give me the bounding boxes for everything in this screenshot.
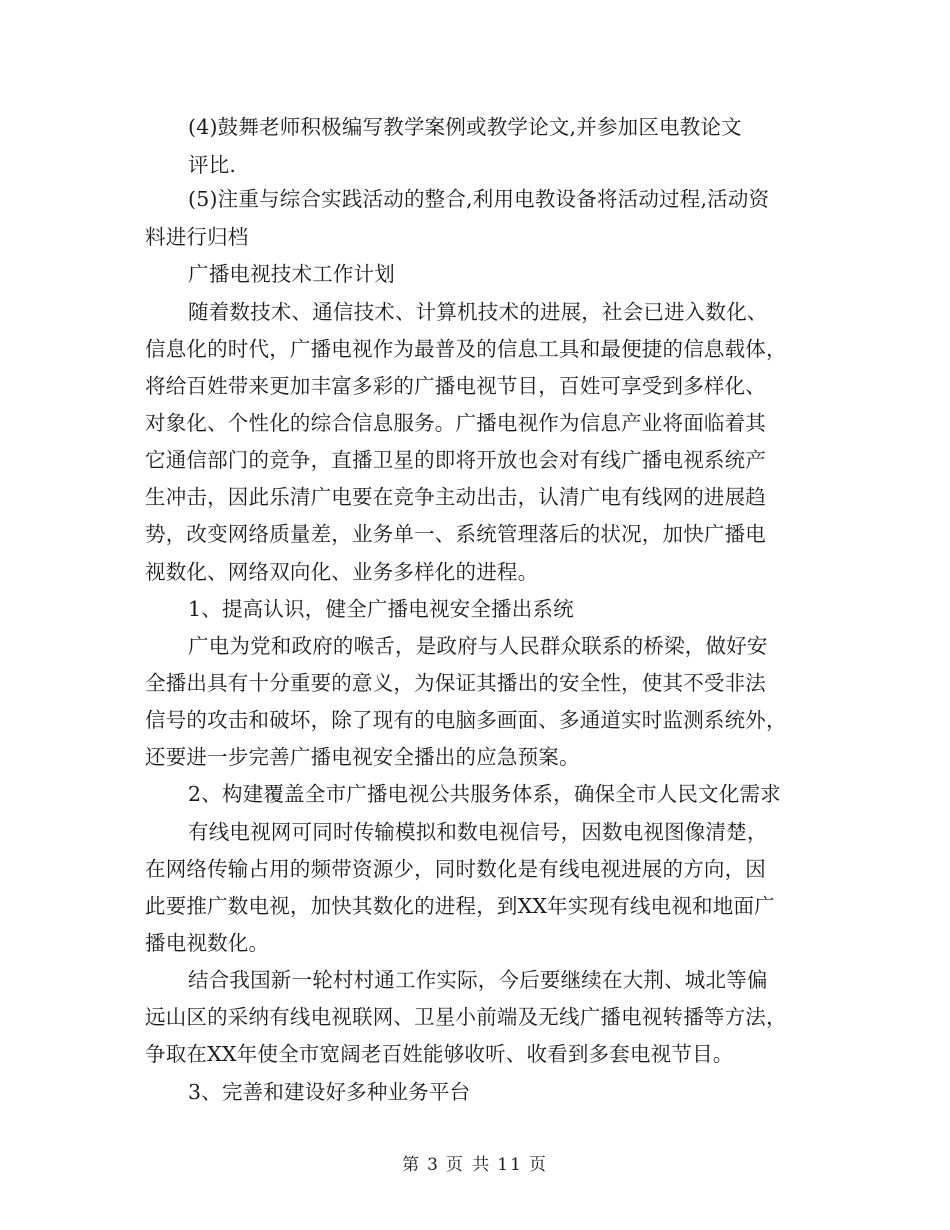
text-line-9: 对象化、个性化的综合信息服务。广播电视作为信息产业将面临着其 bbox=[145, 411, 766, 435]
text-line-13: 视数化、网络双向化、业务多样化的进程。 bbox=[145, 560, 539, 584]
text-line-10: 它通信部门的竞争，直播卫星的即将开放也会对有线广播电视系统产 bbox=[145, 448, 766, 472]
text-line-17: 信号的攻击和破坏，除了现有的电脑多画面、多通道实时监测系统外， bbox=[145, 708, 787, 732]
text-line-22: 此要推广数电视，加快其数化的进程，到XX年实现有线电视和地面广 bbox=[145, 894, 775, 918]
text-line-11: 生冲击，因此乐清广电要在竞争主动出击，认清广电有线网的进展趋 bbox=[145, 485, 766, 509]
footer-suffix: 页 bbox=[528, 1155, 548, 1175]
text-line-25: 远山区的采纳有线电视联网、卫星小前端及无线广播电视转播等方法， bbox=[145, 1005, 787, 1029]
text-line-21: 在网络传输占用的频带资源少，同时数化是有线电视进展的方向，因 bbox=[145, 857, 766, 881]
current-page-number: 3 bbox=[427, 1155, 440, 1175]
text-line-3: (5)注重与综合实践活动的整合,利用电教设备将活动过程,活动资 bbox=[188, 187, 770, 211]
text-line-4: 料进行归档 bbox=[145, 225, 249, 249]
text-line-18: 还要进一步完善广播电视安全播出的应急预案。 bbox=[145, 745, 580, 769]
heading-2: 2、构建覆盖全市广播电视公共服务体系，确保全市人民文化需求 bbox=[188, 782, 781, 806]
text-line-24: 结合我国新一轮村村通工作实际，今后要继续在大荆、城北等偏 bbox=[188, 968, 768, 992]
text-line-8: 将给百姓带来更加丰富多彩的广播电视节目，百姓可享受到多样化、 bbox=[145, 374, 766, 398]
heading-3: 3、完善和建设好多种业务平台 bbox=[188, 1080, 471, 1104]
heading-1: 1、提高认识，健全广播电视安全播出系统 bbox=[188, 597, 574, 621]
footer-mid: 页 共 bbox=[445, 1155, 492, 1175]
text-line-16: 全播出具有十分重要的意义，为保证其播出的安全性，使其不受非法 bbox=[145, 671, 766, 695]
text-line-2: 评比. bbox=[188, 153, 237, 177]
text-line-12: 势，改变网络质量差，业务单一、系统管理落后的状况，加快广播电 bbox=[145, 522, 766, 546]
text-line-7: 信息化的时代，广播电视作为最普及的信息工具和最便捷的信息载体， bbox=[145, 337, 787, 361]
text-line-15: 广电为党和政府的喉舌，是政府与人民群众联系的桥梁，做好安 bbox=[188, 634, 768, 658]
text-line-6: 随着数技术、通信技术、计算机技术的进展，社会已进入数化、 bbox=[188, 300, 768, 324]
text-line-1: (4)鼓舞老师积极编写教学案例或教学论文,并参加区电教论文 bbox=[188, 115, 742, 139]
footer-prefix: 第 bbox=[402, 1155, 422, 1175]
text-line-26: 争取在XX年使全市宽阔老百姓能够收听、收看到多套电视节目。 bbox=[145, 1042, 734, 1066]
text-line-20: 有线电视网可同时传输模拟和数电视信号，因数电视图像清楚， bbox=[188, 820, 768, 844]
text-line-23: 播电视数化。 bbox=[145, 931, 270, 955]
page-footer bbox=[0, 1155, 950, 1175]
total-page-count: 11 bbox=[497, 1155, 523, 1175]
section-title: 广播电视技术工作计划 bbox=[188, 262, 395, 286]
